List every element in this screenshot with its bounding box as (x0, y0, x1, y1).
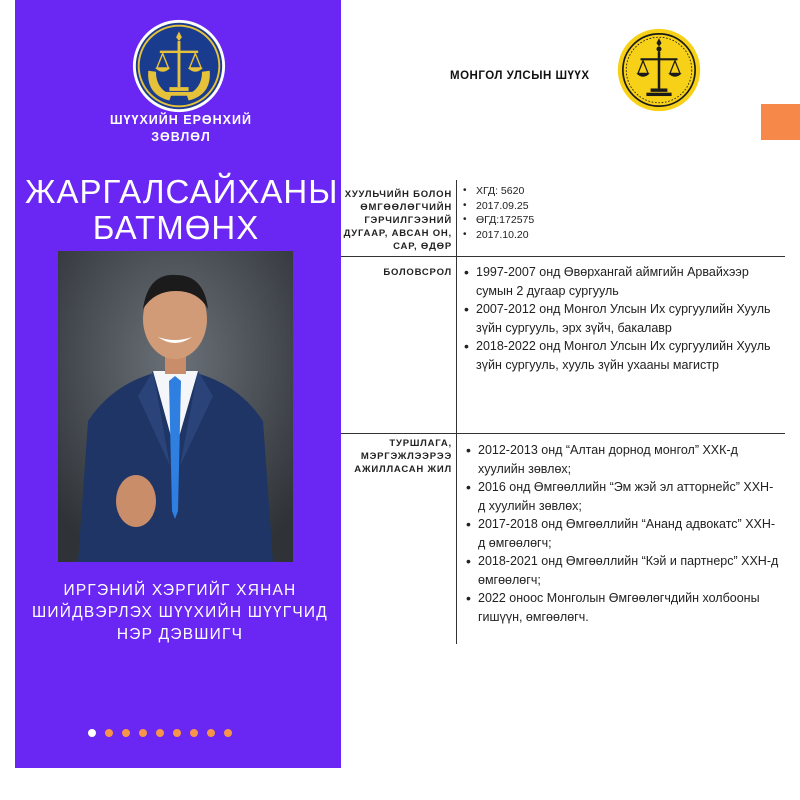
list-item: • ХГД: 5620 (462, 184, 534, 199)
pagination-dot[interactable] (122, 729, 130, 737)
table-divider-vertical (456, 180, 457, 644)
candidate-role-caption: ИРГЭНИЙ ХЭРГИЙГ ХЯНАН ШИЙДВЭРЛЭХ ШҮҮХИЙН ШҮҮГЧИД НЭР ДЭВШИГЧ (32, 582, 328, 643)
list-item: • 2022 оноос Монголын Өмгөөлөгчдийн холбооны гишүүн, өмгөөлөгч. (465, 589, 780, 626)
candidate-name: ЖАРГАЛСАЙХАНЫ БАТМӨНХ (25, 173, 339, 246)
license-label: ХУУЛЬЧИЙН БОЛОН ӨМГӨӨЛӨГЧИЙН ГЭРЧИЛГЭЭНИЙ ДУГААР, АВСАН ОН, САР, ӨДӨР (343, 189, 452, 252)
pagination-dot[interactable] (190, 729, 198, 737)
pagination-dot[interactable] (156, 729, 164, 737)
orange-accent-block (761, 104, 800, 140)
list-item: • 2016 онд Өмгөөллийн “Эм жэй эл атторнейс” ХХН-д хуулийн зөвлөх; (465, 478, 780, 515)
list-item: • 2018-2022 онд Монгол Улсын Их сургуулийн Хууль зүйн сургууль, хууль зүйн ухааны магистр (463, 337, 775, 374)
list-item: • 2017-2018 онд Өмгөөллийн “Ананд адвокатс” ХХН-д өмгөөлөгч; (465, 515, 780, 552)
list-item: • ӨГД:172575 (462, 213, 534, 228)
pagination-dot[interactable] (139, 729, 147, 737)
pagination-dot[interactable] (207, 729, 215, 737)
table-divider-row-1 (341, 256, 785, 257)
list-item: • 2012-2013 онд “Алтан дорнод монгол” ХХК-д хуулийн зөвлөх; (465, 441, 780, 478)
experience-label: ТУРШЛАГА, МЭРГЭЖЛЭЭРЭЭ АЖИЛЛАСАН ЖИЛ (354, 438, 452, 475)
pagination-dots (88, 729, 232, 737)
education-list (463, 263, 775, 374)
pagination-dot[interactable] (105, 729, 113, 737)
pagination-dot-active[interactable] (88, 729, 96, 737)
list-item: • 2017.10.20 (462, 228, 534, 243)
list-item: • 2007-2012 онд Монгол Улсын Их сургуулийн Хууль зүйн сургууль, эрх зүйч, бакалавр (463, 300, 775, 337)
council-name: ШҮҮХИЙН ЕРӨНХИЙ ЗӨВЛӨЛ (109, 113, 252, 144)
judicial-council-logo-icon (131, 18, 227, 114)
table-divider-row-2 (341, 433, 785, 434)
list-item: • 2018-2021 онд Өмгөөллийн “Кэй и партнерс” ХХН-д өмгөөлөгч; (465, 552, 780, 589)
court-emblem-icon (617, 28, 701, 112)
education-label: БОЛОВСРОЛ (383, 267, 452, 278)
court-title: МОНГОЛ УЛСЫН ШҮҮХ (450, 70, 590, 82)
candidate-portrait (58, 251, 293, 562)
pagination-dot[interactable] (173, 729, 181, 737)
pagination-dot[interactable] (224, 729, 232, 737)
list-item: • 2017.09.25 (462, 199, 534, 214)
license-list (462, 184, 534, 242)
list-item: • 1997-2007 онд Өвөрхангай аймгийн Арвайхээр сумын 2 дугаар сургууль (463, 263, 775, 300)
experience-list (465, 441, 780, 626)
